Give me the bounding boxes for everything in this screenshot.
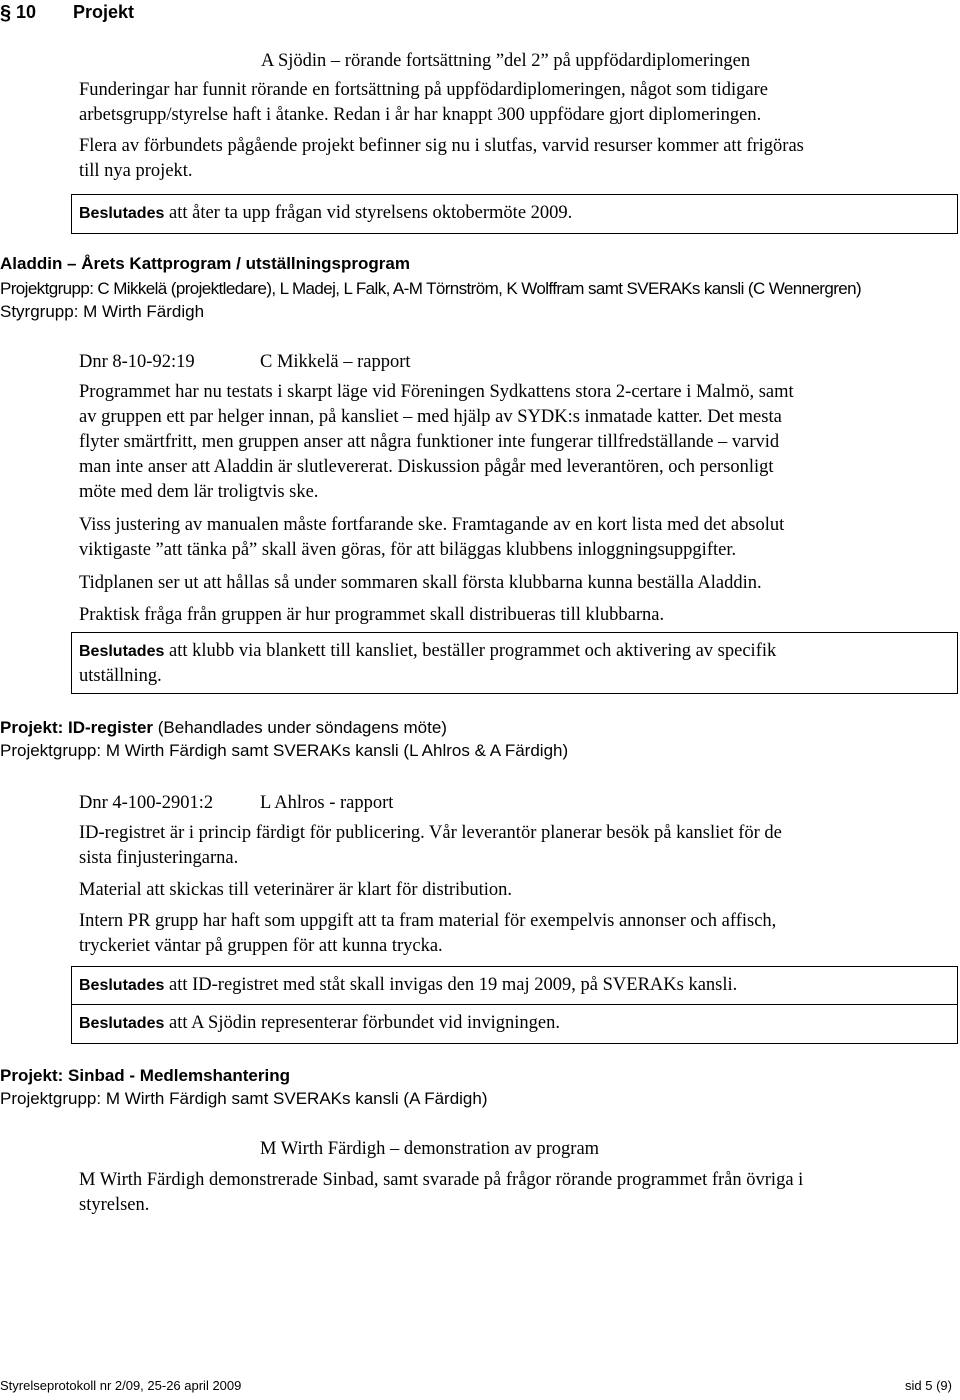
decision-text: att åter ta upp frågan vid styrelsens oktobermöte 2009. <box>164 203 573 223</box>
text-line: flyter smärtfritt, men gruppen anser att några funktioner inte fungerar tillfredställande – varvid <box>79 432 780 452</box>
aladdin-steering: Styrgrupp: M Wirth Färdigh <box>0 302 205 321</box>
decision-label: Beslutades <box>79 1015 165 1032</box>
sjodin-heading: A Sjödin – rörande fortsättning ”del 2” på uppfödardiplomeringen <box>261 51 751 71</box>
idreg-decision-box-1 <box>71 966 958 1005</box>
idreg-title <box>0 718 447 738</box>
sinbad-group: Projektgrupp: M Wirth Färdigh samt SVERAKs kansli (A Färdigh) <box>0 1089 488 1108</box>
text-line: Viss justering av manualen måste fortfarande ske. Framtagande av en kort lista med det absolut <box>79 515 785 535</box>
idreg-paragraph-2: Material att skickas till veterinärer är klart för distribution. <box>79 880 513 900</box>
aladdin-paragraph-4: Praktisk fråga från gruppen är hur programmet skall distribueras till klubbarna. <box>79 605 665 625</box>
text-line: tryckeriet väntar på gruppen för att kunna trycka. <box>79 936 443 956</box>
decision-text: att A Sjödin representerar förbundet vid invigningen. <box>164 1013 560 1033</box>
text-line: möte med dem lär troligtvis ske. <box>79 482 319 502</box>
idreg-dnr: Dnr 4-100-2901:2 <box>79 793 214 813</box>
text-line: arbetsgrupp/styrelse haft i åtanke. Redan i år har knappt 300 uppfödare gjort diplomeringen. <box>79 105 762 125</box>
section-symbol: § <box>0 2 12 24</box>
idreg-group: Projektgrupp: M Wirth Färdigh samt SVERAKs kansli (L Ahlros & A Färdigh) <box>0 741 569 760</box>
aladdin-paragraph-1 <box>79 380 939 505</box>
decision-text: utställning. <box>79 666 162 686</box>
text-line: viktigaste ”att tänka på” skall även göras, för att biläggas klubbens inloggningsuppgifter. <box>79 540 737 560</box>
text-line: Funderingar har funnit rörande en fortsättning på uppfödardiplomeringen, något som tidigare <box>79 80 768 100</box>
text-line: M Wirth Färdigh demonstrerade Sinbad, samt svarade på frågor rörande programmet från övriga i <box>79 1170 804 1190</box>
sinbad-title: Projekt: Sinbad - Medlemshantering <box>0 1066 290 1085</box>
section-title: Projekt <box>73 2 135 22</box>
decision-label: Beslutades <box>79 977 165 994</box>
text-line: Flera av förbundets pågående projekt befinner sig nu i slutfas, varvid resurser kommer att frigöras <box>79 136 804 156</box>
text-line: styrelsen. <box>79 1195 150 1215</box>
aladdin-paragraph-3: Tidplanen ser ut att hållas så under sommaren skall första klubbarna kunna beställa Aladdin. <box>79 573 762 593</box>
text-line: av gruppen ett par helger innan, på kansliet – med hjälp av SYDK:s inmatade katter. Det mesta <box>79 407 782 427</box>
idreg-report: L Ahlros - rapport <box>260 793 394 813</box>
text-line: sista finjusteringarna. <box>79 848 239 868</box>
text-line: till nya projekt. <box>79 161 193 181</box>
footer-right: sid 5 (9) <box>905 1378 952 1393</box>
text-line: ID-registret är i princip färdigt för publicering. Vår leverantör planerar besök på kansliet för de <box>79 823 782 843</box>
aladdin-report: C Mikkelä – rapport <box>260 352 411 372</box>
sjodin-paragraph <box>79 78 939 184</box>
aladdin-paragraph-2 <box>79 513 939 563</box>
aladdin-decision-box <box>71 632 958 694</box>
sinbad-heading: M Wirth Färdigh – demonstration av program <box>260 1139 600 1159</box>
sinbad-paragraph <box>79 1168 939 1218</box>
idreg-title-rest: (Behandlades under söndagens möte) <box>153 718 447 737</box>
footer-left: Styrelseprotokoll nr 2/09, 25-26 april 2009 <box>0 1378 242 1393</box>
text-line: Programmet har nu testats i skarpt läge vid Föreningen Sydkattens stora 2-certare i Malmö, samt <box>79 382 794 402</box>
decision-label: Beslutades <box>79 205 165 222</box>
aladdin-title: Aladdin – Årets Kattprogram / utställningsprogram <box>0 254 410 273</box>
idreg-decision-box-2 <box>71 1005 958 1044</box>
sjodin-decision-box <box>71 194 958 234</box>
aladdin-group: Projektgrupp: C Mikkelä (projektledare), L Madej, L Falk, A-M Törnström, K Wolffram samt SVERAKs kansli (C Wennergren) <box>0 279 862 298</box>
idreg-paragraph-1 <box>79 821 939 871</box>
section-number: 10 <box>16 2 37 22</box>
decision-text: att ID-registret med ståt skall invigas den 19 maj 2009, på SVERAKs kansli. <box>164 975 738 995</box>
text-line: Intern PR grupp har haft som uppgift att ta fram material för exempelvis annonser och affisch, <box>79 911 777 931</box>
text-line: man inte anser att Aladdin är slutlevererat. Diskussion pågår med leverantören, och personligt <box>79 457 774 477</box>
aladdin-dnr: Dnr 8-10-92:19 <box>79 352 195 372</box>
decision-label: Beslutades <box>79 643 165 660</box>
idreg-paragraph-3 <box>79 909 939 959</box>
idreg-title-bold: Projekt: ID-register <box>0 718 154 737</box>
decision-text: att klubb via blankett till kansliet, beställer programmet och aktivering av specifik <box>164 641 777 661</box>
